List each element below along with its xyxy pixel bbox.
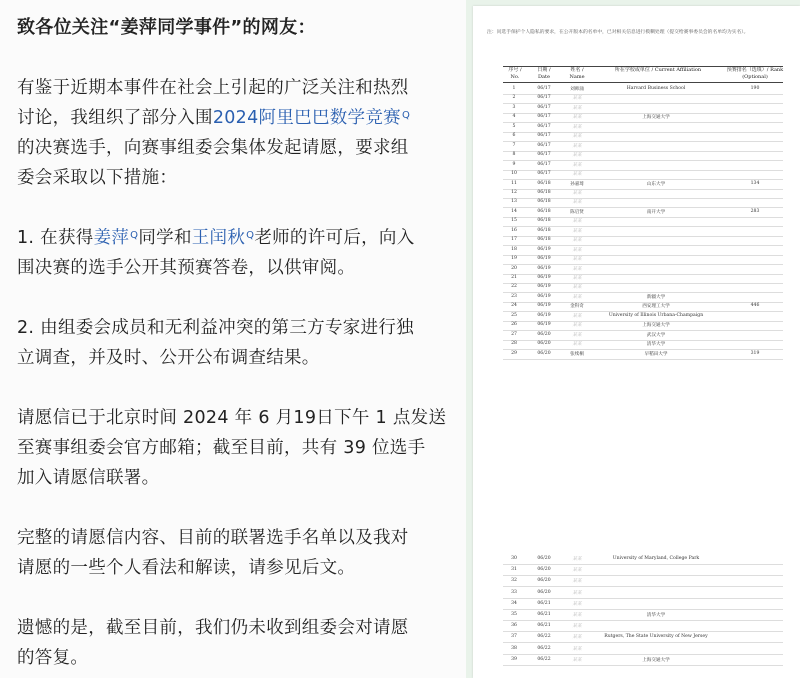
cell-date: 06/22 <box>537 634 551 640</box>
table-row <box>473 142 800 151</box>
text: 同学和 <box>138 228 192 248</box>
cell-no: 17 <box>511 237 517 243</box>
cell-no: 8 <box>512 152 516 158</box>
table-row <box>473 170 800 179</box>
header-date: 日期 / Date <box>537 67 551 80</box>
cell-name: 陈启贤 <box>570 209 584 215</box>
paragraph-5-line-1: 完整的请愿信内容、目前的联署选手名单以及我对 <box>17 528 409 548</box>
row-rule <box>503 609 783 610</box>
search-icon[interactable]: Q <box>401 110 411 121</box>
cell-date: 06/20 <box>537 341 551 347</box>
cell-date: 06/18 <box>537 199 551 205</box>
table-row <box>473 577 800 586</box>
cell-name: 某某 <box>572 276 582 281</box>
cell-date: 06/18 <box>537 237 551 243</box>
cell-date: 06/20 <box>537 578 551 584</box>
cell-no: 31 <box>511 567 517 573</box>
cell-date: 06/20 <box>537 331 551 337</box>
cell-name: 某某 <box>572 294 582 300</box>
cell-date: 06/18 <box>537 218 551 224</box>
cell-name: 刘师涌 <box>570 87 584 92</box>
table-row <box>473 180 800 189</box>
cell-no: 36 <box>511 623 517 629</box>
cell-no: 12 <box>511 189 517 195</box>
cell-affiliation: 清华大学 <box>646 613 666 618</box>
cell-rank: 190 <box>750 86 760 91</box>
cell-name: 某某 <box>572 134 582 140</box>
cell-date: 06/18 <box>537 189 551 195</box>
cell-name: 某某 <box>572 613 582 618</box>
cell-date: 06/19 <box>537 284 551 290</box>
cell-date: 06/20 <box>537 589 551 595</box>
table-row <box>473 622 800 631</box>
cell-name: 某某 <box>572 568 582 574</box>
cell-affiliation: 上海交通大学 <box>642 657 670 663</box>
row-rule <box>503 359 783 360</box>
cell-no: 3 <box>512 104 516 110</box>
cell-name: 某某 <box>572 143 582 149</box>
cell-no: 30 <box>511 556 517 561</box>
cell-no: 34 <box>511 600 517 606</box>
cell-date: 06/17 <box>537 123 551 129</box>
cell-rank: 283 <box>750 208 760 214</box>
cell-name: 某某 <box>572 624 582 630</box>
cell-name: 某某 <box>572 124 582 130</box>
cell-affiliation: Harvard Business School <box>626 86 686 91</box>
cell-date: 06/21 <box>537 600 551 606</box>
cell-name: 某某 <box>572 579 582 585</box>
cell-no: 32 <box>511 578 517 584</box>
paragraph-1-line-1: 有鉴于近期本事件在社会上引起的广泛关注和热烈 <box>17 78 409 98</box>
table-row <box>473 236 800 245</box>
paragraph-3-line-2: 立调查，并及时、公开公布调查结果。 <box>17 348 320 368</box>
cell-no: 28 <box>511 341 517 347</box>
paragraph-2-line-2: 围决赛的选手公开其预赛答卷，以供审阅。 <box>17 258 356 278</box>
cell-date: 06/19 <box>537 322 551 328</box>
text: 老师的许可后，向入 <box>254 228 415 248</box>
cell-date: 06/20 <box>537 567 551 573</box>
cell-name: 某某 <box>572 590 582 596</box>
cell-date: 06/21 <box>537 612 551 617</box>
cell-no: 11 <box>511 180 517 186</box>
cell-affiliation: 上海交通大学 <box>642 115 670 121</box>
cell-name: 某某 <box>572 285 582 291</box>
cell-no: 27 <box>511 331 517 337</box>
table-row <box>473 293 800 302</box>
table-row <box>473 104 800 113</box>
cell-no: 35 <box>511 612 517 617</box>
header-rank: 预赛排名（选填）/ Rank (Optional) <box>726 67 784 80</box>
text: 1. 在获得 <box>17 228 94 248</box>
cell-name: 某某 <box>572 646 582 652</box>
paragraph-1-line-4: 委会采取以下措施： <box>17 168 178 188</box>
cell-no: 23 <box>511 293 517 299</box>
jiangping-link[interactable]: 姜萍 <box>93 228 130 248</box>
table-row <box>473 633 800 642</box>
letter-title: 致各位关注“姜萍同学事件”的网友： <box>17 17 316 38</box>
table-row <box>473 600 800 609</box>
cell-affiliation: University of Maryland, College Park <box>612 556 700 561</box>
table-row <box>473 321 800 330</box>
paragraph-4-line-3: 加入请愿信联署。 <box>17 468 160 488</box>
cell-affiliation: 武汉大学 <box>646 332 666 338</box>
cell-name: 某某 <box>572 200 582 206</box>
cell-affiliation: 上海交通大学 <box>642 323 670 329</box>
cell-name: 某某 <box>572 323 582 329</box>
cell-name: 某某 <box>572 228 582 234</box>
cell-name: 某某 <box>572 162 582 168</box>
search-icon[interactable]: Q <box>130 230 139 241</box>
cell-date: 06/17 <box>537 171 551 177</box>
row-rule <box>503 665 783 666</box>
cell-no: 33 <box>511 589 517 595</box>
cell-name: 某某 <box>572 342 582 348</box>
paragraph-2-line-1 <box>17 223 415 253</box>
cell-date: 06/22 <box>537 645 551 651</box>
cell-no: 24 <box>511 303 517 309</box>
cell-date: 06/17 <box>537 152 551 158</box>
cell-name: 某某 <box>572 115 582 121</box>
paragraph-4-line-1: 请愿信已于北京时间 2024 年 6 月19日下午 1 点发送 <box>17 408 447 428</box>
cell-name: 某某 <box>572 172 582 178</box>
cell-no: 37 <box>511 634 517 640</box>
table-row <box>473 255 800 264</box>
cell-name: 张续桐 <box>570 351 584 357</box>
cell-no: 13 <box>511 199 517 205</box>
cell-name: 某某 <box>572 105 582 111</box>
table-row <box>473 274 800 283</box>
cell-name: 某某 <box>572 190 582 196</box>
row-rule <box>503 564 783 565</box>
cell-affiliation: 早稻田大学 <box>644 351 668 357</box>
row-rule <box>503 654 783 655</box>
cell-no: 21 <box>511 275 517 280</box>
cell-date: 06/18 <box>537 208 551 214</box>
cell-name: 某某 <box>572 247 582 253</box>
cell-name: 金科奇 <box>570 304 584 310</box>
table-row <box>473 265 800 274</box>
cell-no: 18 <box>511 246 517 252</box>
cell-no: 22 <box>511 284 517 290</box>
cell-name: 某某 <box>572 657 582 663</box>
cell-name: 某某 <box>572 238 582 244</box>
cell-affiliation: 南开大学 <box>646 209 666 215</box>
paragraph-4-line-2: 至赛事组委会官方邮箱；截至目前，共有 39 位选手 <box>17 438 426 458</box>
cell-affiliation: University of Illinois Urbana-Champaign <box>608 312 704 318</box>
table-row <box>473 113 800 122</box>
cell-affiliation: 西安理工大学 <box>642 304 670 310</box>
paragraph-5-line-2: 请愿的一些个人看法和解读，请参见后文。 <box>17 558 356 578</box>
cell-rank: 134 <box>750 180 760 186</box>
cell-date: 06/17 <box>537 133 551 139</box>
table-row <box>473 283 800 292</box>
header-no: 序号 / No. <box>508 67 522 80</box>
cell-name: 某某 <box>572 557 582 562</box>
cell-date: 06/17 <box>537 86 551 91</box>
competition-link[interactable]: 2024阿里巴巴数学竞赛 <box>212 108 401 128</box>
cell-date: 06/21 <box>537 623 551 629</box>
cell-name: 某某 <box>572 153 582 159</box>
cell-name: 某某 <box>572 257 582 263</box>
cell-date: 06/19 <box>537 246 551 252</box>
cell-date: 06/17 <box>537 104 551 110</box>
cell-date: 06/17 <box>537 142 551 148</box>
cell-rank: 446 <box>750 303 760 309</box>
table-row <box>473 645 800 654</box>
header-name: 姓名 / Name <box>569 67 585 80</box>
table-row <box>473 208 800 217</box>
cell-rank: 319 <box>750 350 760 356</box>
table-row <box>473 85 800 94</box>
cell-no: 15 <box>511 218 517 224</box>
cell-name: 某某 <box>572 266 582 272</box>
table-row <box>473 217 800 226</box>
cell-name: 某某 <box>572 313 582 319</box>
cell-no: 38 <box>511 645 517 651</box>
table-row <box>473 132 800 141</box>
cell-affiliation: 清华大学 <box>646 342 666 348</box>
cell-date: 06/22 <box>537 656 551 662</box>
search-icon[interactable]: Q <box>246 230 255 241</box>
table-row <box>473 555 800 564</box>
wangrunqiu-link[interactable]: 王闰秋 <box>191 228 246 248</box>
table-row <box>473 123 800 132</box>
cell-date: 06/19 <box>537 265 551 271</box>
cell-no: 4 <box>512 114 516 120</box>
cell-no: 9 <box>512 161 516 167</box>
table-row <box>473 312 800 321</box>
table-row <box>473 227 800 236</box>
table-row <box>473 189 800 198</box>
table-row <box>473 161 800 170</box>
cell-no: 16 <box>511 227 517 233</box>
paragraph-6-line-2: 的答复。 <box>17 648 89 668</box>
cell-date: 06/19 <box>537 293 551 299</box>
table-header-rule <box>503 82 783 83</box>
row-rule <box>503 598 783 599</box>
text: 讨论，我组织了部分入围 <box>17 108 213 128</box>
table-row <box>473 611 800 620</box>
table-row <box>473 246 800 255</box>
cell-date: 06/18 <box>537 227 551 233</box>
cell-date: 06/20 <box>537 556 551 561</box>
row-rule <box>503 586 783 587</box>
table-row <box>473 331 800 340</box>
cell-date: 06/17 <box>537 114 551 120</box>
cell-date: 06/20 <box>537 350 551 356</box>
cell-name: 某某 <box>572 96 582 102</box>
paragraph-1-line-2 <box>17 103 410 133</box>
cell-affiliation: Rutgers, The State University of New Jersey <box>604 634 708 640</box>
cell-date: 06/19 <box>537 275 551 280</box>
paragraph-3-line-1: 2. 由组委会成员和无利益冲突的第三方专家进行独 <box>17 318 414 338</box>
table-row <box>473 151 800 160</box>
table-row <box>473 589 800 598</box>
cell-name: 某某 <box>572 332 582 338</box>
cell-no: 1 <box>512 86 516 91</box>
cell-date: 06/19 <box>537 303 551 309</box>
table-row <box>473 656 800 665</box>
signatory-table-image <box>473 6 800 678</box>
cell-no: 5 <box>512 123 516 129</box>
cell-date: 06/19 <box>537 312 551 318</box>
cell-no: 6 <box>512 133 516 139</box>
cell-no: 39 <box>511 656 517 662</box>
cell-no: 29 <box>511 350 517 356</box>
cell-no: 25 <box>511 312 517 318</box>
header-affiliation: 所在学校或单位 / Current Affiliation <box>614 67 702 73</box>
cell-no: 14 <box>511 208 517 214</box>
cell-affiliation: 山东大学 <box>646 181 666 187</box>
paragraph-1-line-3: 的决赛选手，向赛事组委会集体发起请愿，要求组 <box>17 138 409 158</box>
cell-affiliation: 新疆大学 <box>646 294 666 300</box>
table-row <box>473 566 800 575</box>
cell-name: 某某 <box>572 219 582 225</box>
cell-no: 10 <box>511 171 517 177</box>
cell-name: 某某 <box>572 635 582 641</box>
row-rule <box>503 642 783 643</box>
table-row <box>473 94 800 103</box>
cell-name: 孙嘉琦 <box>570 181 584 187</box>
table-row <box>473 340 800 349</box>
row-rule <box>503 631 783 632</box>
privacy-note: 注：问选手保护个人隐私的要求，在公开版本的名单中，已对相关信息进行模糊处理（提交给赛事委员会的名单均为实名）。 <box>487 30 749 35</box>
table-row <box>473 350 800 359</box>
cell-date: 06/19 <box>537 256 551 262</box>
cell-no: 20 <box>511 265 517 271</box>
cell-no: 2 <box>512 95 516 101</box>
cell-no: 26 <box>511 322 517 328</box>
cell-date: 06/17 <box>537 161 551 167</box>
cell-no: 19 <box>511 256 517 262</box>
table-row <box>473 302 800 311</box>
row-rule <box>503 620 783 621</box>
table-row <box>473 198 800 207</box>
cell-name: 某某 <box>572 601 582 607</box>
row-rule <box>503 575 783 576</box>
cell-date: 06/17 <box>537 95 551 101</box>
paragraph-6-line-1: 遗憾的是，截至目前，我们仍未收到组委会对请愿 <box>17 618 409 638</box>
cell-date: 06/18 <box>537 180 551 186</box>
cell-no: 7 <box>512 142 516 148</box>
